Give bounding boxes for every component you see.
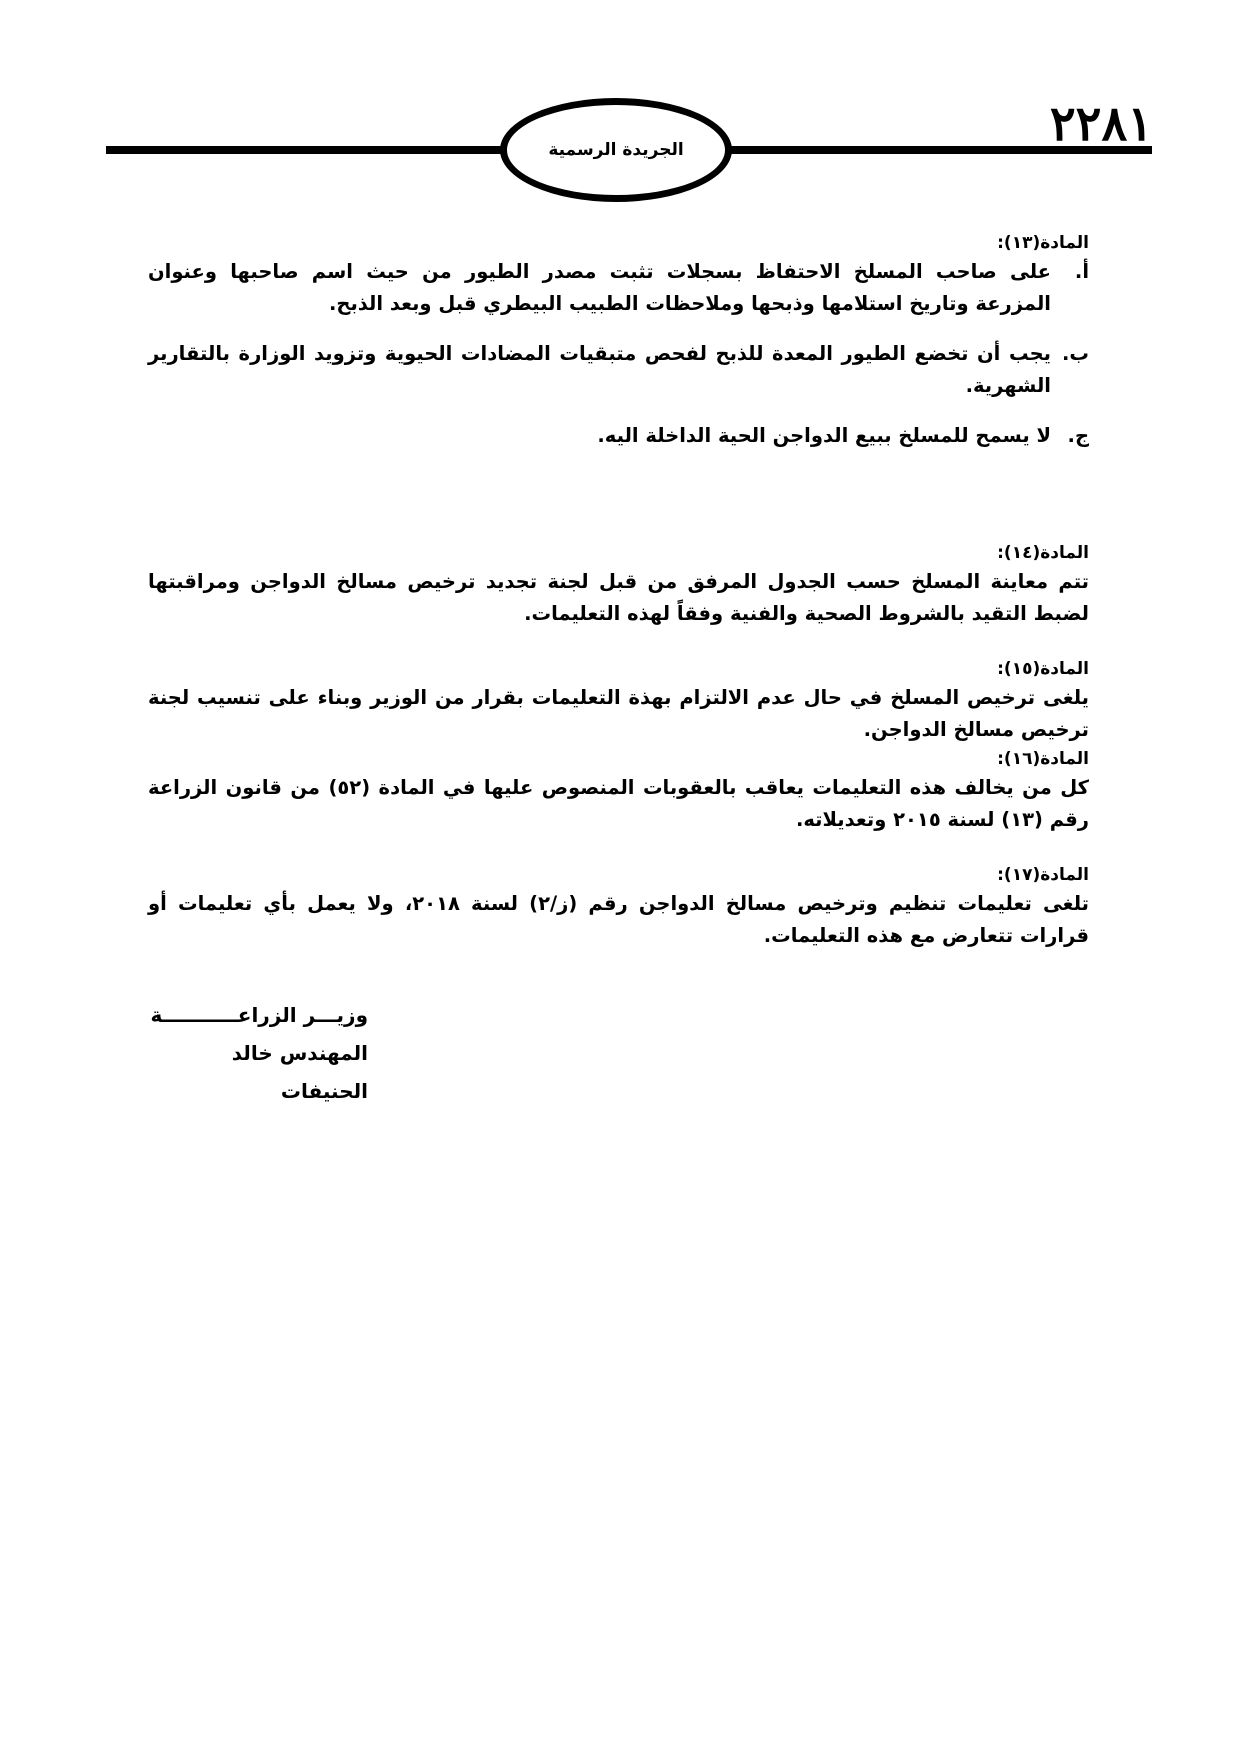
article-text: يلغى ترخيص المسلخ في حال عدم الالتزام بهذة التعليمات بقرار من الوزير وبناء على تنسيب لجنة ترخيص مسالخ الدواجن.	[148, 686, 1089, 741]
item-marker: ب.	[1061, 342, 1089, 365]
article-text: تلغى تعليمات تنظيم وترخيص مسالخ الدواجن رقم (ز/٢) لسنة ٢٠١٨، ولا يعمل بأي تعليمات أو قرارات تتعارض مع هذه التعليمات.	[148, 892, 1089, 947]
list-item	[148, 256, 1089, 320]
article-title: المادة(١٥):	[997, 659, 1089, 679]
item-text: يجب أن تخضع الطيور المعدة للذبح لفحص متبقيات المضادات الحيوية وتزويد الوزارة بالتقارير الشهرية.	[148, 342, 1051, 397]
header-rule-left	[106, 146, 506, 154]
signature-name: المهندس خالد الحنيفات	[231, 1041, 368, 1103]
article-title: المادة(١٦):	[997, 749, 1089, 769]
article-15	[148, 656, 1089, 746]
item-text: لا يسمح للمسلخ ببيع الدواجن الحية الداخلة اليه.	[597, 424, 1051, 447]
list-item	[148, 420, 1089, 452]
article-text: تتم معاينة المسلخ حسب الجدول المرفق من قبل لجنة تجديد ترخيص مسالخ الدواجن ومراقبتها لضبط التقيد بالشروط الصحية والفنية وفقاً لهذه التعليمات.	[148, 570, 1089, 625]
article-title: المادة(١٣):	[997, 233, 1089, 253]
document-body	[148, 230, 1089, 1110]
signature-block	[148, 996, 1089, 1110]
gazette-title-oval	[500, 98, 732, 202]
item-marker: أ.	[1074, 260, 1089, 283]
item-marker: ج.	[1067, 424, 1089, 447]
article-title: المادة(١٤):	[997, 543, 1089, 563]
gazette-title: الجريدة الرسمية	[548, 140, 684, 160]
article-14	[148, 540, 1089, 630]
page-number: ٢٢٨١	[1049, 98, 1153, 151]
article-17	[148, 862, 1089, 952]
article-13	[148, 230, 1089, 452]
signature-position: وزيـــر الزراعـــــــــــة	[150, 1003, 368, 1027]
list-item	[148, 338, 1089, 402]
item-text: على صاحب المسلخ الاحتفاظ بسجلات تثبت مصدر الطيور من حيث اسم صاحبها وعنوان المزرعة وتاريخ استلامها وذبحها وملاحظات الطبيب البيطري قبل وبعد الذبح.	[148, 260, 1051, 315]
article-text: كل من يخالف هذه التعليمات يعاقب بالعقوبات المنصوص عليها في المادة (٥٢) من قانون الزراعة رقم (١٣) لسنة ٢٠١٥ وتعديلاته.	[148, 776, 1089, 831]
article-title: المادة(١٧):	[997, 865, 1089, 885]
article-16	[148, 746, 1089, 836]
